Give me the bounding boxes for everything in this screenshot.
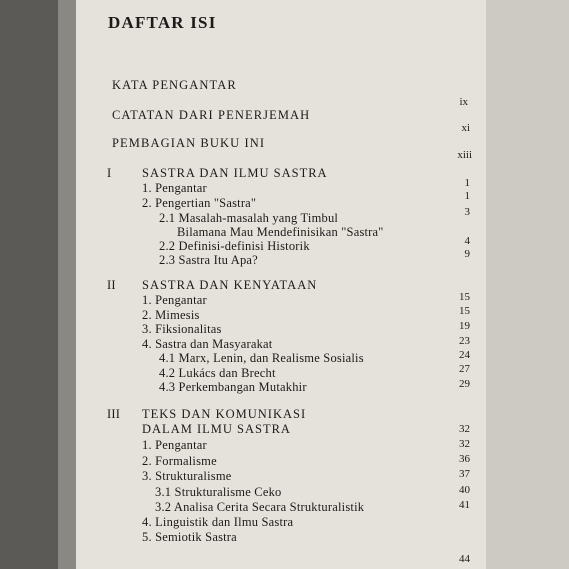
page-title: DAFTAR ISI (108, 13, 217, 32)
toc-entry-kata-pengantar: KATA PENGANTAR (112, 78, 237, 92)
toc-page-number: 36 (459, 453, 470, 465)
toc-entry: 3.2 Analisa Cerita Secara Strukturalistik (155, 500, 365, 514)
toc-page-number: 23 (459, 335, 470, 347)
book-spine-shadow (58, 0, 76, 569)
toc-page-number: 37 (459, 468, 470, 480)
toc-entry: 4.2 Lukács dan Brecht (159, 366, 276, 380)
toc-page-number: 19 (459, 320, 470, 332)
toc-page-number: 3 (464, 206, 470, 218)
toc-page-number: 15 (459, 305, 470, 317)
toc-entry: 5. Semiotik Sastra (142, 530, 237, 544)
toc-entry: 4.3 Perkembangan Mutakhir (159, 380, 307, 394)
toc-entry: 1. Pengantar (142, 438, 207, 452)
toc-entry: 4. Linguistik dan Ilmu Sastra (142, 515, 294, 529)
toc-entry: 3. Strukturalisme (142, 469, 232, 483)
toc-entry: 2. Pengertian "Sastra" (142, 196, 257, 210)
toc-entry: 4.1 Marx, Lenin, dan Realisme Sosialis (159, 351, 364, 365)
toc-page-number: 4 (464, 235, 470, 247)
toc-entry: 3.1 Strukturalisme Ceko (155, 485, 282, 499)
toc-entry: 2. Formalisme (142, 454, 217, 468)
chapter-title: TEKS DAN KOMUNIKASI (142, 407, 307, 421)
toc-page-number: 32 (459, 438, 470, 450)
toc-page-number: 27 (459, 363, 470, 375)
chapter-number: II (107, 278, 116, 292)
toc-entry: 2.1 Masalah-masalah yang Timbul (159, 211, 339, 225)
toc-entry: 3. Fiksionalitas (142, 322, 222, 336)
toc-page-number: 1 (464, 190, 470, 202)
toc-page-number: 1 (464, 177, 470, 189)
chapter-title: SASTRA DAN ILMU SASTRA (142, 166, 328, 180)
toc-entry: 1. Pengantar (142, 181, 207, 195)
book-right-edge (486, 0, 569, 569)
toc-page-number: ix (459, 96, 468, 108)
toc-page-number: 24 (459, 349, 470, 361)
chapter-number: III (107, 407, 121, 421)
toc-entry: 4. Sastra dan Masyarakat (142, 337, 273, 351)
toc-page-number: xi (461, 122, 470, 134)
chapter-title-continued: DALAM ILMU SASTRA (142, 422, 291, 436)
toc-entry: 2. Mimesis (142, 308, 200, 322)
toc-entry: 2.2 Definisi-definisi Historik (159, 239, 310, 253)
toc-page-number: 9 (464, 248, 470, 260)
toc-entry: 2.3 Sastra Itu Apa? (159, 253, 258, 267)
toc-page-number: xiii (457, 149, 472, 161)
toc-page-number: 29 (459, 378, 470, 390)
toc-page-number: 15 (459, 291, 470, 303)
toc-page-number: 44 (459, 553, 470, 565)
toc-entry-pembagian-buku: PEMBAGIAN BUKU INI (112, 136, 266, 150)
toc-page-number: 41 (459, 499, 470, 511)
toc-page-number: 40 (459, 484, 470, 496)
toc-entry-catatan-penerjemah: CATATAN DARI PENERJEMAH (112, 108, 311, 122)
chapter-title: SASTRA DAN KENYATAAN (142, 278, 318, 292)
toc-page-number: 32 (459, 423, 470, 435)
chapter-number: I (107, 166, 112, 180)
toc-entry-continued: Bilamana Mau Mendefinisikan "Sastra" (177, 225, 384, 239)
toc-entry: 1. Pengantar (142, 293, 207, 307)
